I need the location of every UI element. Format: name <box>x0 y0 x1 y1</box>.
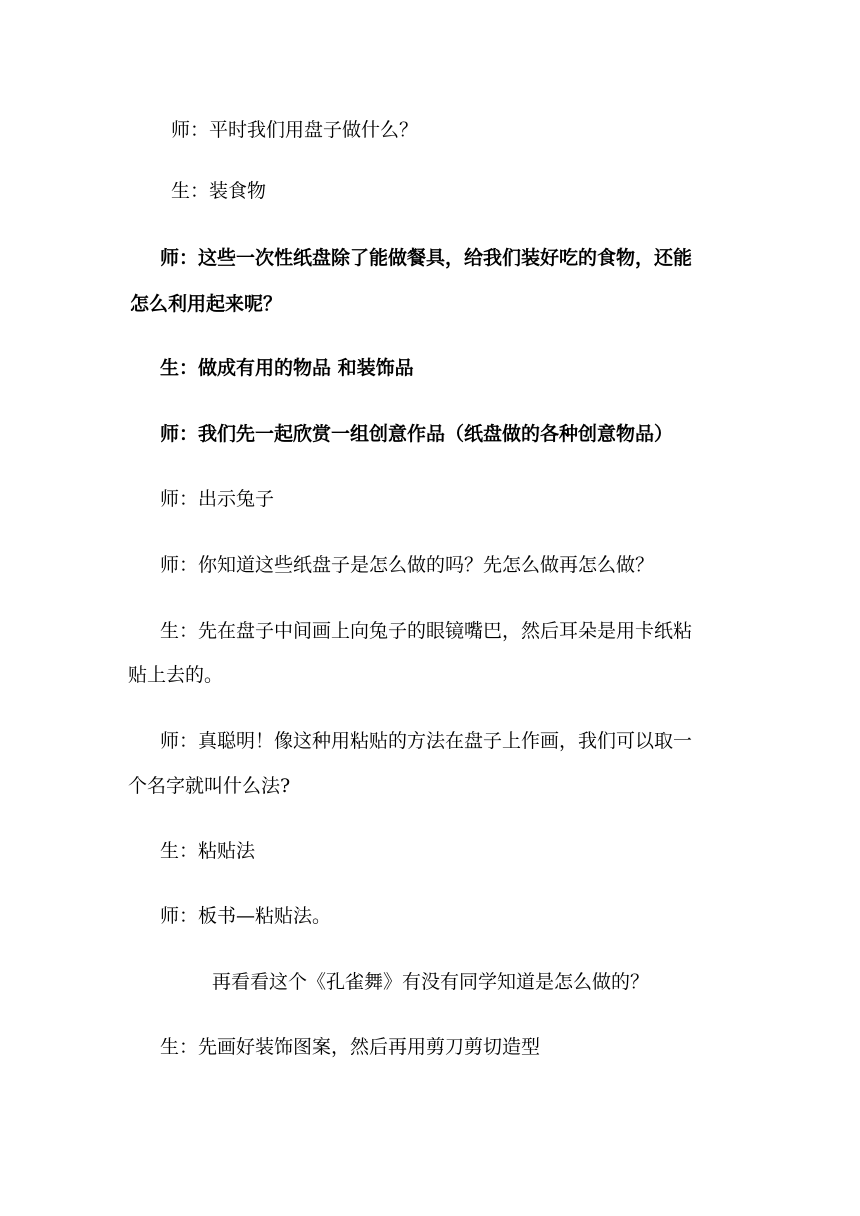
dialogue-line: 生：做成有用的物品 和装饰品 <box>160 357 414 379</box>
dialogue-line-continuation: 个名字就叫什么法? <box>128 775 291 797</box>
dialogue-line: 师：真聪明！像这种用粘贴的方法在盘子上作画，我们可以取一 <box>160 730 693 752</box>
dialogue-line-continuation: 怎么利用起来呢？ <box>130 293 283 315</box>
dialogue-line: 师：这些一次性纸盘除了能做餐具，给我们装好吃的食物，还能 <box>160 247 693 269</box>
dialogue-line-continuation: 贴上去的。 <box>128 664 224 686</box>
dialogue-line: 师：出示兔子 <box>160 488 275 510</box>
dialogue-line: 师：我们先一起欣赏一组创意作品（纸盘做的各种创意物品） <box>160 423 674 445</box>
dialogue-line: 师：你知道这些纸盘子是怎么做的吗？先怎么做再怎么做？ <box>160 554 655 576</box>
dialogue-line: 再看看这个《孔雀舞》有没有同学知道是怎么做的？ <box>212 971 650 993</box>
dialogue-line: 生：粘贴法 <box>160 840 256 862</box>
dialogue-line: 生：装食物 <box>171 180 267 202</box>
dialogue-line: 生：先在盘子中间画上向兔子的眼镜嘴巴，然后耳朵是用卡纸粘 <box>160 620 693 642</box>
dialogue-line: 师：板书—粘贴法。 <box>160 905 332 927</box>
dialogue-line: 师：平时我们用盘子做什么？ <box>171 119 419 141</box>
dialogue-line: 生：先画好装饰图案，然后再用剪刀剪切造型 <box>160 1036 541 1058</box>
